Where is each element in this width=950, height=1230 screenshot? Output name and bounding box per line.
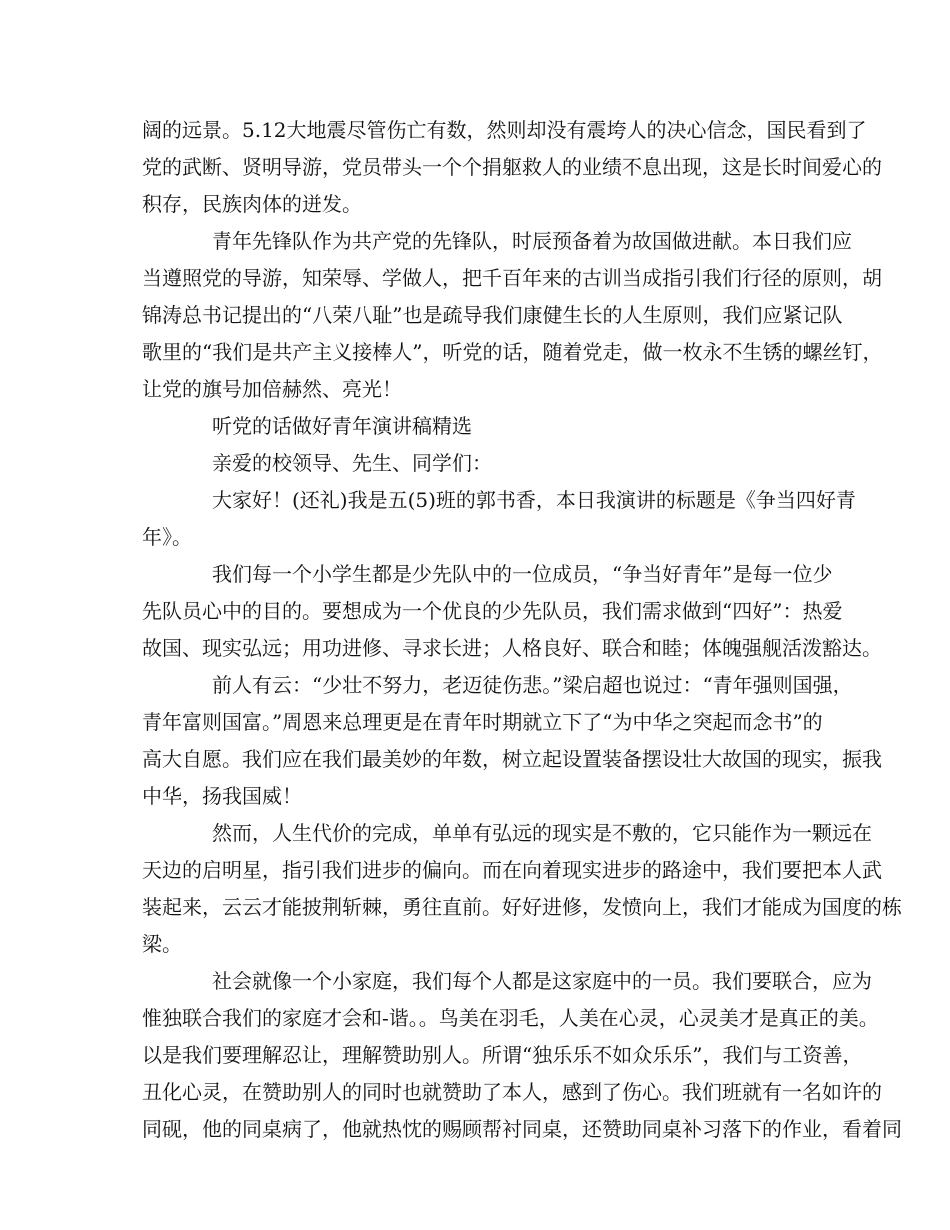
paragraph-first-line: 然而，人生代价的完成，单单有弘远的现实是不敷的，它只能作为一颗远在 — [212, 821, 872, 845]
text-line: 年》。 — [142, 525, 192, 549]
text-line: 高大自愿。我们应在我们最美妙的年数，树立起设置装备摆设壮大故国的现实，振我 — [142, 747, 882, 771]
text-line: 先队员心中的目的。要想成为一个优良的少先队员，我们需求做到“四好”：热爱 — [142, 599, 843, 623]
text-line: 锦涛总书记提出的“八荣八耻”也是疏导我们康健生长的人生原则，我们应紧记队 — [142, 303, 843, 327]
text-line: 中华，扬我国威！ — [142, 784, 302, 808]
text-line: 青年富则国富。”周恩来总理更是在青年时期就立下了“为中华之突起而念书”的 — [142, 710, 823, 734]
text-line: 阔的远景。5.12大地震尽管伤亡有数，然则却没有震垮人的决心信念，国民看到了 — [142, 118, 867, 142]
text-line: 党的武断、贤明导游，党员带头一个个捐躯救人的业绩不息出现，这是长时间爱心的 — [142, 155, 882, 179]
paragraph-first-line: 前人有云：“少壮不努力，老迈徒伤悲。”梁启超也说过：“青年强则国强， — [212, 673, 853, 697]
text-line: 丑化心灵，在赞助别人的同时也就赞助了本人，感到了伤心。我们班就有一名如许的 — [142, 1080, 882, 1104]
paragraph-first-line: 社会就像一个小家庭，我们每个人都是这家庭中的一员。我们要联合，应为 — [212, 969, 872, 993]
text-line: 当遵照党的导游，知荣辱、学做人，把千百年来的古训当成指引我们行径的原则，胡 — [142, 266, 882, 290]
text-line: 积存，民族肉体的迸发。 — [142, 192, 362, 216]
text-line: 天边的启明星，指引我们进步的偏向。而在向着现实进步的路途中，我们要把本人武 — [142, 858, 882, 882]
section-title: 听党的话做好青年演讲稿精选 — [212, 414, 472, 438]
text-line: 惟独联合我们的家庭才会和-谐。。鸟美在羽毛，人美在心灵，心灵美才是真正的美。 — [142, 1006, 879, 1030]
text-line: 同砚，他的同桌病了，他就热忱的赐顾帮衬同桌，还赞助同桌补习落下的作业，看着同 — [142, 1117, 902, 1141]
paragraph-first-line: 青年先锋队作为共产党的先锋队，时辰预备着为故国做进献。本日我们应 — [212, 229, 852, 253]
text-line: 以是我们要理解忍让，理解赞助别人。所谓“独乐乐不如众乐乐”，我们与工资善， — [142, 1043, 863, 1067]
text-line: 装起来，云云才能披荆斩棘，勇往直前。好好进修，发愤向上，我们才能成为国度的栋 — [142, 895, 902, 919]
text-line: 故国、现实弘远；用功进修、寻求长进；人格良好、联合和睦；体魄强舰活泼豁达。 — [142, 636, 882, 660]
salutation: 亲爱的校领导、先生、同学们： — [212, 451, 492, 475]
text-line: 梁。 — [142, 932, 182, 956]
text-line: 歌里的“我们是共产主义接棒人”，听党的话，随着党走，做一枚永不生锈的螺丝钉， — [142, 340, 883, 364]
paragraph-first-line: 我们每一个小学生都是少先队中的一位成员，“争当好青年”是每一位少 — [212, 562, 833, 586]
paragraph-first-line: 大家好！(还礼)我是五(5)班的郭书香，本日我演讲的标题是《争当四好青 — [212, 488, 856, 512]
text-line: 让党的旗号加倍赫然、亮光！ — [142, 377, 402, 401]
